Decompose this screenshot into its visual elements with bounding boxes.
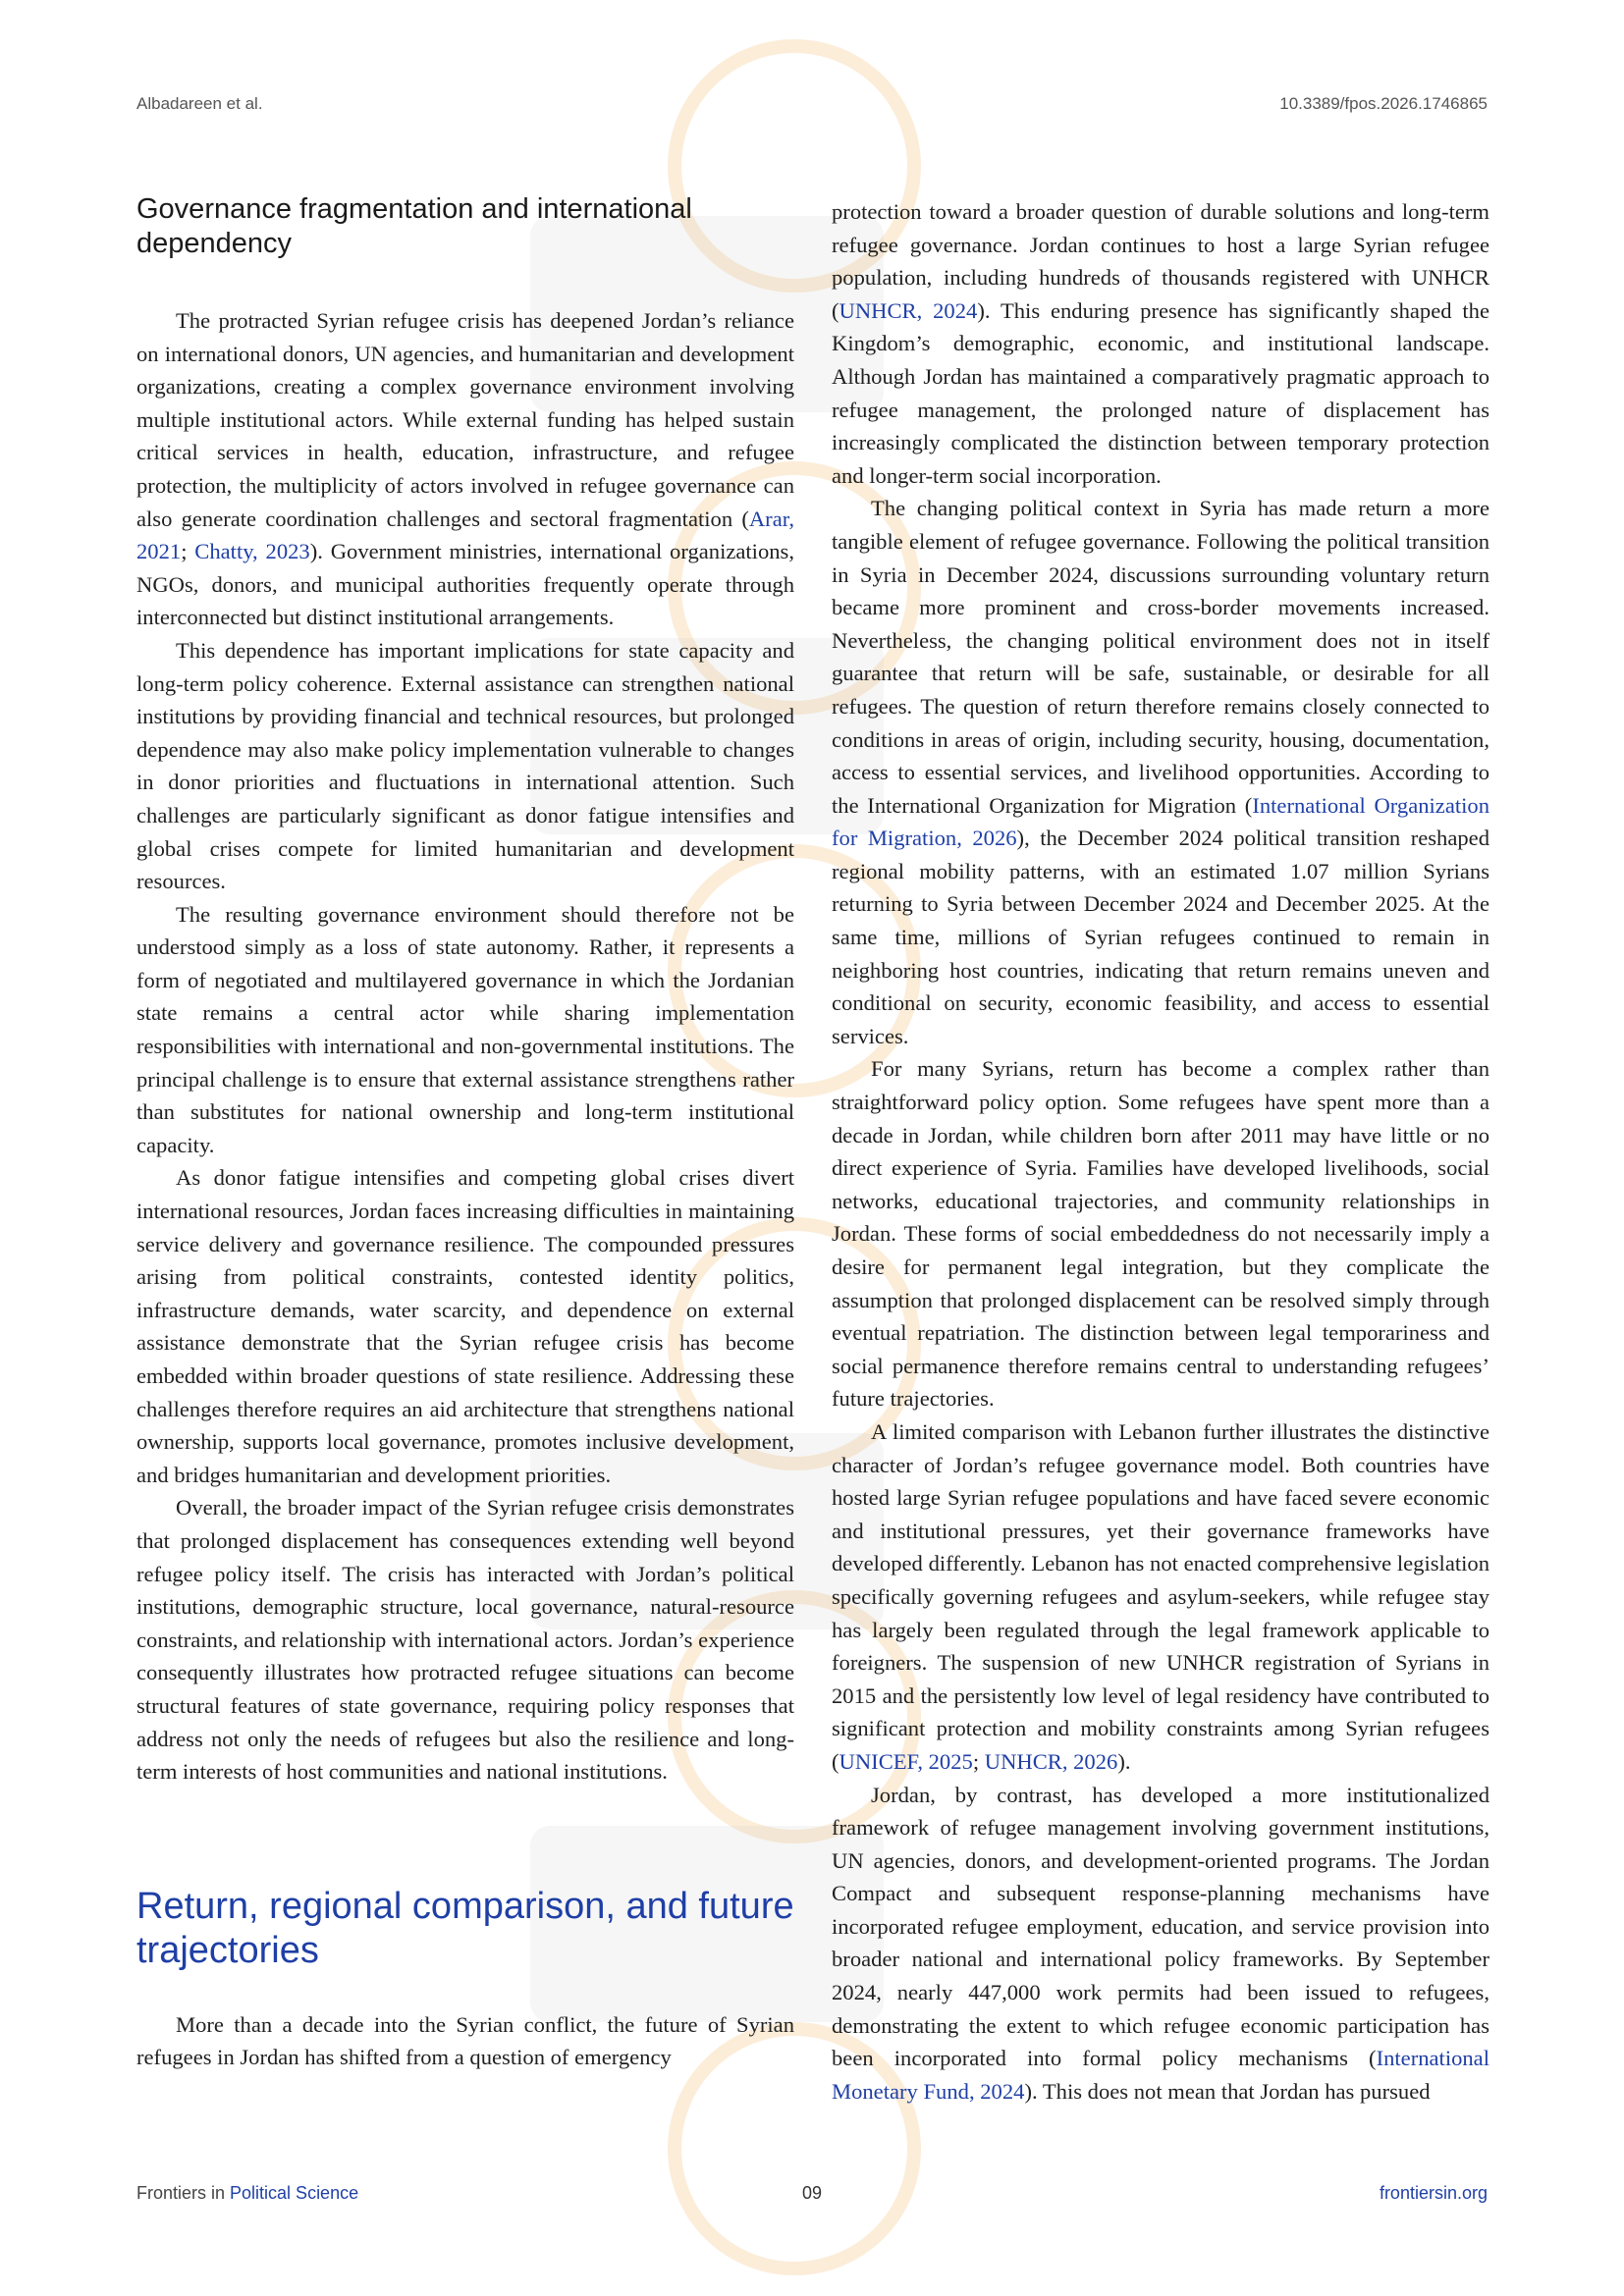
footer-journal: Frontiers in Political Science: [136, 2183, 359, 2203]
citation-unicef-2025[interactable]: UNICEF, 2025: [839, 1748, 973, 1774]
header-authors: Albadareen et al.: [136, 94, 263, 113]
page-number: 09: [801, 2183, 823, 2203]
citation-chatty-2023[interactable]: Chatty, 2023: [194, 539, 310, 564]
right-paragraph-2: The changing political context in Syria has made return a more tangible element of refugee governance. Following the political transition in Syria in December 2024, discussions surrounding voluntary return became more prominent and cross-border movements increased. Nevertheless, the changing political environment does not in itself guarantee that return will be safe, sustainable, or desirable for all refugees. The question of return therefore remains closely connected to conditions in areas of origin, including security, housing, documentation, access to essential services, and livelihood opportunities. According to the International Organization for Migration (International Organization for Migration, 2026), the December 2024 political transition reshaped regional mobility patterns, with an estimated 1.07 million Syrians returning to Syria between December 2024 and December 2025. At the same time, millions of Syrian refugees continued to remain in neighboring host countries, indicating that return remains uneven and conditional on security, economic feasibility, and access to essential services.: [832, 496, 1489, 1048]
left-paragraph-1: The protracted Syrian refugee crisis has deepened Jordan’s reliance on international donors, UN agencies, and humanitarian and development organizations, creating a complex governance environment involving multiple institutional actors. While external funding has helped sustain critical services in health, education, infrastructure, and refugee protection, the multiplicity of actors involved in refugee governance can also generate coordination challenges and sectoral fragmentation (Arar, 2021; Chatty, 2023). Government ministries, international organizations, NGOs, donors, and municipal authorities frequently operate through interconnected but distinct institutional arrangements.: [136, 308, 794, 630]
header-doi[interactable]: 10.3389/fpos.2026.1746865: [1279, 94, 1488, 113]
footer-site-link[interactable]: frontiersin.org: [1379, 2183, 1488, 2203]
right-paragraph-5: Jordan, by contrast, has developed a more institutionalized framework of refugee management involving government institutions, UN agencies, donors, and development-oriented programs. The Jordan Compact and subsequent response-planning mechanisms have incorporated refugee employment, education, and service provision into broader national and international policy frameworks. By September 2024, nearly 447,000 work permits had been issued to refugees, demonstrating the extent to which refugee economic participation has been incorporated into formal policy mechanisms (International Monetary Fund, 2024). This does not mean that Jordan has pursued: [832, 1782, 1489, 2104]
citation-imf-2024[interactable]: International Monetary Fund, 2024: [832, 2046, 1489, 2104]
right-column: [832, 195, 1489, 2108]
page-header: [136, 94, 1488, 114]
left-paragraph-4: As donor fatigue intensifies and competing global crises divert international resources, Jordan faces increasing difficulties in maintaining service delivery and governance resilience. The compounded pressures arising from political constraints, contested identity politics, infrastructure demands, water scarcity, and dependence on external assistance demonstrate that the Syrian refugee crisis has become embedded within broader questions of state resilience. Addressing these challenges therefore requires an aid architecture that strengthens national ownership, supports local governance, promotes inclusive development, and bridges humanitarian and development priorities.: [136, 1165, 794, 1487]
left-paragraph-2: This dependence has important implications for state capacity and long-term policy coherence. External assistance can strengthen national institutions by providing financial and technical resources, but prolonged dependence may also make policy implementation vulnerable to changes in donor priorities and fluctuations in international attention. Such challenges are particularly significant as donor fatigue intensifies and global crises compete for limited humanitarian and development resources.: [136, 637, 794, 894]
citation-iom-2026[interactable]: International Organization for Migration, 2026: [832, 792, 1489, 851]
citation-unhcr-2026[interactable]: UNHCR, 2026: [984, 1748, 1118, 1774]
left-paragraph-5: Overall, the broader impact of the Syrian refugee crisis demonstrates that prolonged displacement has consequences extending well beyond refugee policy itself. The crisis has interacted with Jordan’s political institutions, demographic structure, local governance, natural-resource constraints, and relationship with international actors. Jordan’s experience consequently illustrates how protracted refugee situations can become structural features of state governance, requiring policy responses that address not only the needs of refugees but also the resilience and long-term interests of host communities and national institutions.: [136, 1495, 794, 1785]
footer-journal-link[interactable]: Political Science: [230, 2183, 359, 2203]
right-paragraph-3: For many Syrians, return has become a complex rather than straightforward policy option. Some refugees have spent more than a decade in Jordan, while children born after 2011 may have little or no direct experience of Syria. Families have developed livelihoods, social networks, educational trajectories, and community relationships in Jordan. These forms of social embeddedness do not necessarily imply a desire for permanent legal integration, but they complicate the assumption that prolonged displacement can be resolved simply through eventual repatriation. The distinction between legal temporariness and social permanence therefore remains central to understanding refugees’ future trajectories.: [832, 1056, 1489, 1412]
citation-unhcr-2024[interactable]: UNHCR, 2024: [839, 297, 978, 323]
section-heading: Return, regional comparison, and future trajectories: [136, 1885, 794, 1971]
page-footer: [136, 2183, 1488, 2204]
left-paragraph-3: The resulting governance environment should therefore not be understood simply as a loss of state autonomy. Rather, it represents a form of negotiated and multilayered governance in which the Jordanian state remains a central actor while sharing implementation responsibilities with international and non-governmental institutions. The principal challenge is to ensure that external assistance strengthens rather than substitutes for national ownership and long-term institutional capacity.: [136, 901, 794, 1157]
right-paragraph-4: A limited comparison with Lebanon further illustrates the distinctive character of Jordan’s refugee governance model. Both countries have hosted large Syrian refugee populations and have faced severe economic and institutional pressures, yet their governance frameworks have developed differently. Lebanon has not enacted comprehensive legislation specifically governing refugees and asylum-seekers, while refugee stay has largely been regulated through the legal framework applicable to foreigners. The suspension of new UNHCR registration of Syrians in 2015 and the persistently low level of legal residency have contributed to significant protection and mobility constraints among Syrian refugees (UNICEF, 2025; UNHCR, 2026).: [832, 1418, 1489, 1774]
subsection-heading: Governance fragmentation and international dependency: [136, 193, 692, 259]
citation-arar-2021[interactable]: Arar, 2021: [136, 506, 794, 564]
left-column: [136, 192, 794, 2074]
left-paragraph-6: More than a decade into the Syrian conflict, the future of Syrian refugees in Jordan has shifted from a question of emergency: [136, 2011, 794, 2070]
right-paragraph-1: protection toward a broader question of durable solutions and long-term refugee governance. Jordan continues to host a large Syrian refugee population, including hundreds of thousands registered with UNHCR (UNHCR, 2024). This enduring presence has significantly shaped the Kingdom’s demographic, economic, and institutional landscape. Although Jordan has maintained a comparatively pragmatic approach to refugee management, the prolonged nature of displacement has increasingly complicated the distinction between temporary protection and longer-term social incorporation.: [832, 199, 1490, 488]
